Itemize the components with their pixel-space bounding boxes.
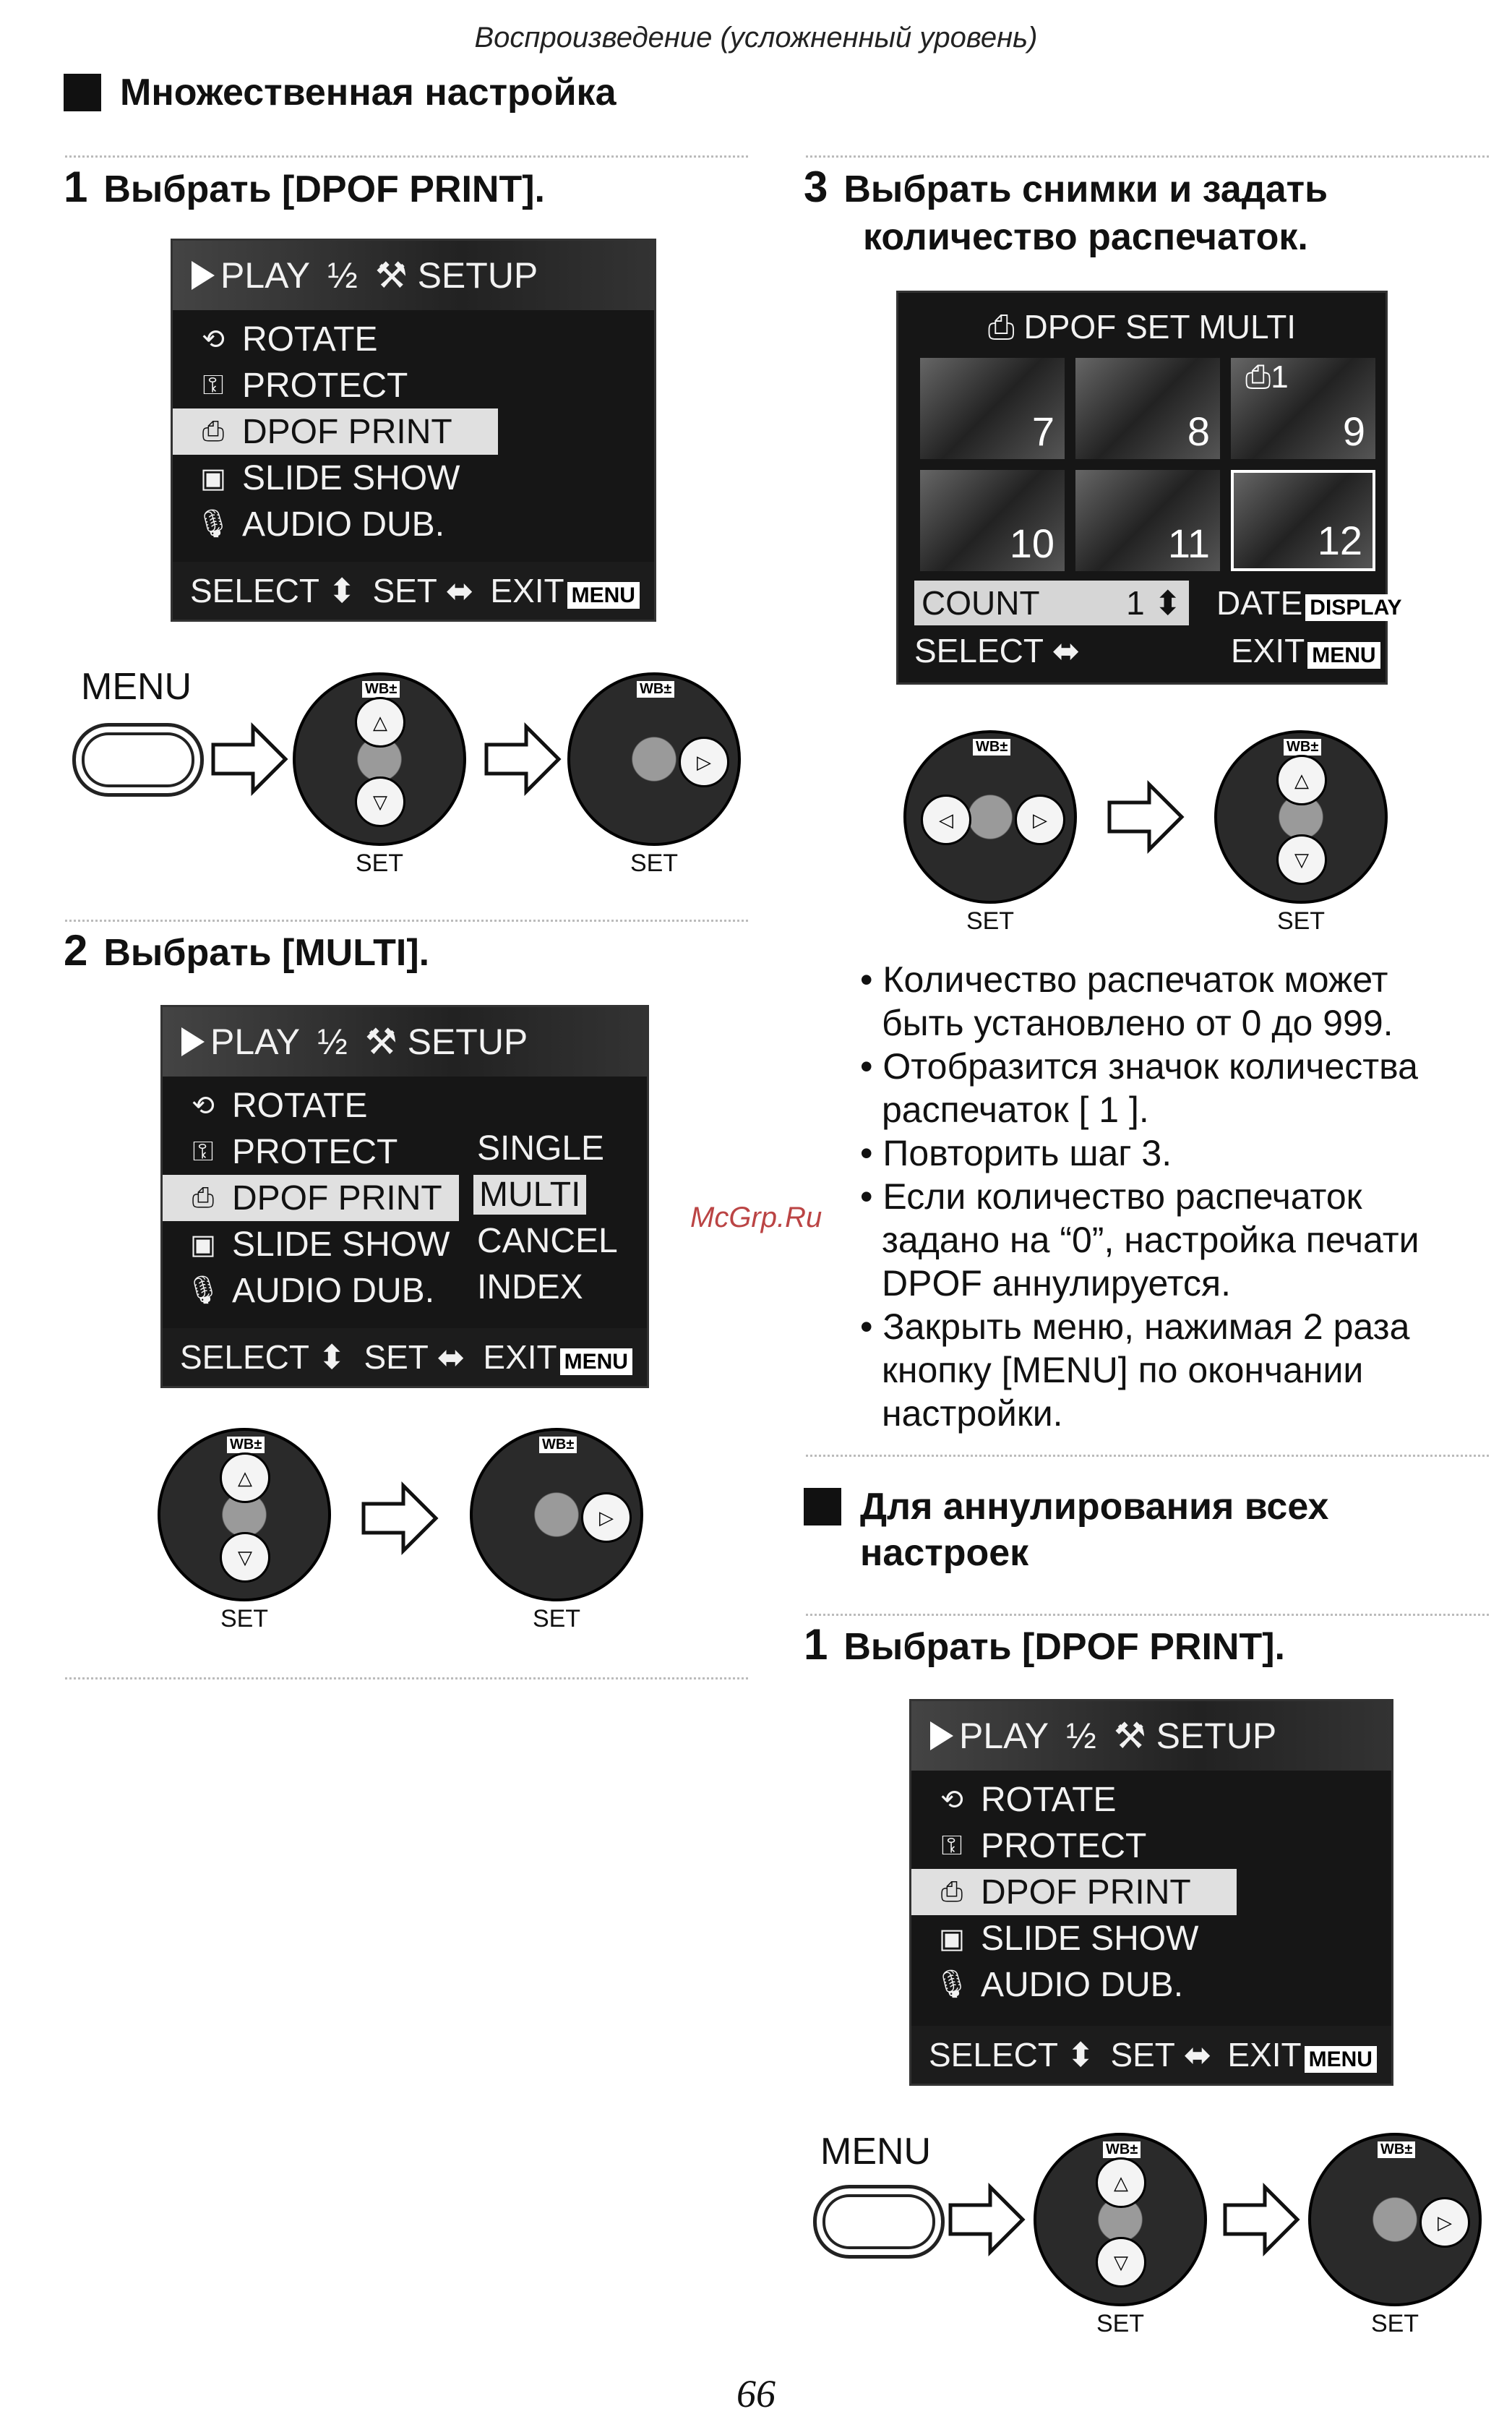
rotate-icon: ⟲ (202, 324, 225, 355)
page-number: 66 (736, 2372, 776, 2415)
control-dial-right[interactable]: WB± ▷ (567, 672, 741, 846)
step-1 (64, 163, 545, 213)
section-title-text: Множественная настройка (120, 72, 617, 114)
set-label: SET (1370, 2310, 1419, 2337)
set-label: SET (966, 907, 1015, 935)
step-text: Выбрать [DPOF PRINT]. (103, 168, 545, 210)
arrow-right-icon (1106, 777, 1185, 857)
control-dial-up-down[interactable]: WB± △ ▽ (293, 672, 466, 846)
screen-footer: SELECT ⬍ SET ⬌ EXIT MENU (911, 2026, 1391, 2084)
option-index[interactable]: INDEX (477, 1268, 583, 1306)
slideshow-icon: ▣ (200, 463, 226, 494)
menu-item-dpof-print[interactable]: ⎙ DPOF PRINT (163, 1175, 459, 1221)
arrow-right-icon (947, 2180, 1026, 2259)
menu-item-dpof-print[interactable]: ⎙ DPOF PRINT (911, 1869, 1237, 1915)
page-fraction: ½ (327, 255, 358, 296)
microphone-icon: 🎙 (185, 1275, 221, 1306)
dial-down-icon[interactable]: ▽ (1276, 834, 1327, 885)
dial-up-icon[interactable]: △ (1096, 2157, 1146, 2208)
thumbnail[interactable]: 10 (920, 470, 1065, 571)
play-icon (181, 1027, 205, 1056)
setup-tab: ⚒ SETUP (374, 255, 538, 296)
menu-item-slide-show[interactable]: ▣ SLIDE SHOW (911, 1915, 1391, 1961)
set-label: SET (355, 850, 404, 877)
menu-item-slide-show[interactable]: ▣ SLIDE SHOW (163, 1221, 647, 1267)
set-label: SET (630, 850, 679, 877)
menu-item-protect[interactable]: ⚿ PROTECT (173, 362, 654, 408)
dial-left-icon[interactable]: ◁ (921, 795, 971, 845)
screen-top-bar: PLAY ½ ⚒ SETUP (163, 1007, 647, 1077)
key-icon: ⚿ (192, 1136, 214, 1167)
cancel-step-1 (804, 1621, 1285, 1671)
set-label: SET (532, 1605, 581, 1632)
slideshow-icon: ▣ (190, 1229, 216, 1260)
step-number: 1 (64, 163, 88, 211)
menu-item-audio-dub[interactable]: 🎙 AUDIO DUB. (934, 1965, 1184, 2004)
step-number: 1 (804, 1620, 828, 1669)
list-item: • Количество распечаток может быть установлено от 0 до 999. (860, 959, 1393, 1043)
menu-item-rotate[interactable]: ⟲ ROTATE (173, 316, 654, 362)
step-number: 3 (804, 163, 828, 211)
setup-tab: ⚒ SETUP (364, 1022, 528, 1062)
control-dial-up-down[interactable]: WB± △ ▽ (1034, 2133, 1207, 2306)
play-icon (930, 1721, 953, 1750)
control-dial-right[interactable]: WB± ▷ (470, 1428, 643, 1601)
screen-top-bar (173, 241, 654, 310)
exit-hint: EXIT MENU (1231, 631, 1380, 670)
page-header: Воспроизведение (усложненный уровень) (474, 22, 1038, 54)
multi-screen-title: ⎙ DPOF SET MULTI (987, 308, 1297, 346)
step-3 (804, 163, 1328, 261)
notes-list (853, 958, 1489, 1435)
dpof-multi-screen (896, 291, 1402, 685)
control-dial-up-down[interactable]: WB± △ ▽ (158, 1428, 331, 1601)
control-dial-left-right[interactable]: WB± ◁ ▷ (903, 730, 1077, 904)
thumbnail[interactable]: 8 (1075, 358, 1220, 459)
option-single[interactable]: SINGLE (477, 1129, 605, 1168)
select-hint: SELECT ⬌ (914, 632, 1081, 669)
arrow-right-icon (360, 1478, 439, 1558)
set-label: SET (220, 1605, 269, 1632)
section-square-icon (64, 74, 101, 111)
arrow-right-icon (210, 719, 289, 799)
divider (65, 920, 748, 922)
menu-item-protect[interactable]: ⚿ PROTECT (911, 1823, 1391, 1869)
menu-screen-3 (909, 1699, 1393, 2086)
microphone-icon: 🎙 (934, 1969, 970, 2000)
divider (806, 155, 1489, 158)
screen-top-bar: PLAY ½ ⚒ SETUP (911, 1701, 1391, 1771)
dial-up-icon[interactable]: △ (355, 697, 405, 748)
menu-item-protect[interactable]: ⚿ PROTECT (163, 1129, 647, 1175)
step-text: Выбрать снимки и задать (843, 168, 1328, 210)
set-label: SET (1096, 2310, 1145, 2337)
menu-button[interactable] (72, 723, 204, 797)
thumbnail-selected[interactable]: 12 (1231, 470, 1375, 571)
print-icon: ⎙ (192, 1182, 215, 1213)
rotate-icon: ⟲ (940, 1784, 963, 1815)
section-square-icon (804, 1488, 841, 1525)
microphone-icon: 🎙 (195, 509, 231, 539)
control-dial-up-down[interactable]: WB± △ ▽ (1214, 730, 1388, 904)
section-title-cancel: Для аннулирования всех настроек (804, 1484, 1328, 1576)
step-text: количество распечаток. (863, 216, 1308, 258)
slideshow-icon: ▣ (939, 1923, 965, 1954)
step-text: Выбрать [MULTI]. (103, 932, 430, 974)
screen-footer: SELECT ⬍ SET ⬌ EXIT MENU (173, 562, 654, 620)
menu-item-audio-dub[interactable]: 🎙 AUDIO DUB. (185, 1271, 435, 1310)
divider (806, 1455, 1489, 1457)
print-icon: ⎙ (202, 416, 225, 447)
play-label: PLAY (220, 255, 311, 296)
screen-footer: SELECT ⬍ SET ⬌ EXIT MENU (163, 1328, 647, 1386)
dial-right-icon[interactable]: ▷ (581, 1492, 632, 1543)
list-item: • Закрыть меню, нажимая 2 раза кнопку [MENU] по окончании настройки. (860, 1306, 1410, 1434)
dial-right-icon[interactable]: ▷ (679, 737, 729, 787)
watermark: McGrp.Ru (690, 1202, 822, 1233)
step-text: Выбрать [DPOF PRINT]. (843, 1626, 1285, 1668)
menu-screen-1 (171, 239, 656, 622)
play-icon (192, 261, 215, 290)
menu-button[interactable] (813, 2185, 945, 2259)
arrow-right-icon (1221, 2180, 1301, 2259)
count-field[interactable]: COUNT 1 ⬍ (914, 581, 1189, 625)
option-multi[interactable]: MULTI (473, 1175, 586, 1215)
list-item: • Отобразится значок количества распечаток [ 1 ]. (860, 1046, 1418, 1130)
dial-down-icon[interactable]: ▽ (220, 1532, 270, 1583)
menu-item-rotate[interactable]: ⟲ ROTATE (911, 1776, 1391, 1823)
divider (65, 1677, 748, 1679)
menu-item-rotate[interactable]: ⟲ ROTATE (163, 1082, 647, 1129)
menu-item-audio-dub[interactable]: 🎙 AUDIO DUB. (195, 505, 445, 544)
thumbnail[interactable]: 9 (1231, 358, 1375, 459)
dial-up-icon[interactable]: △ (220, 1452, 270, 1503)
dial-right-icon[interactable]: ▷ (1015, 795, 1065, 845)
divider (806, 1614, 1489, 1616)
arrow-right-icon (483, 719, 562, 799)
list-item: • Если количество распечаток задано на “0”, настройка печати DPOF аннулируется. (860, 1176, 1419, 1304)
key-icon: ⚿ (941, 1830, 963, 1861)
thumbnail[interactable]: 11 (1075, 470, 1220, 571)
step-2 (64, 927, 429, 977)
dial-down-icon[interactable]: ▽ (1096, 2237, 1146, 2288)
dial-up-icon[interactable]: △ (1276, 755, 1327, 805)
section-title-multi (64, 69, 617, 116)
step-number: 2 (64, 926, 88, 975)
menu-item-slide-show[interactable]: ▣ SLIDE SHOW (173, 455, 654, 501)
print-icon: ⎙ (940, 1876, 963, 1907)
date-display-toggle[interactable]: DATE DISPLAY (1216, 583, 1406, 622)
menu-button-label: MENU (820, 2131, 932, 2173)
option-cancel[interactable]: CANCEL (477, 1222, 618, 1260)
dial-right-icon[interactable]: ▷ (1419, 2197, 1470, 2248)
print-count-badge: ⎙1 (1245, 359, 1289, 395)
set-label: SET (1276, 907, 1326, 935)
divider (65, 155, 748, 158)
menu-button-label: MENU (81, 666, 192, 708)
dial-down-icon[interactable]: ▽ (355, 776, 405, 827)
list-item: • Повторить шаг 3. (860, 1133, 1172, 1173)
thumbnail[interactable]: 7 (920, 358, 1065, 459)
rotate-icon: ⟲ (192, 1090, 215, 1121)
key-icon: ⚿ (202, 369, 224, 401)
menu-screen-2 (160, 1005, 649, 1388)
setup-tab: ⚒ SETUP (1113, 1716, 1277, 1756)
menu-item-dpof-print[interactable]: ⎙ DPOF PRINT (173, 408, 498, 455)
control-dial-right[interactable]: WB± ▷ (1308, 2133, 1482, 2306)
